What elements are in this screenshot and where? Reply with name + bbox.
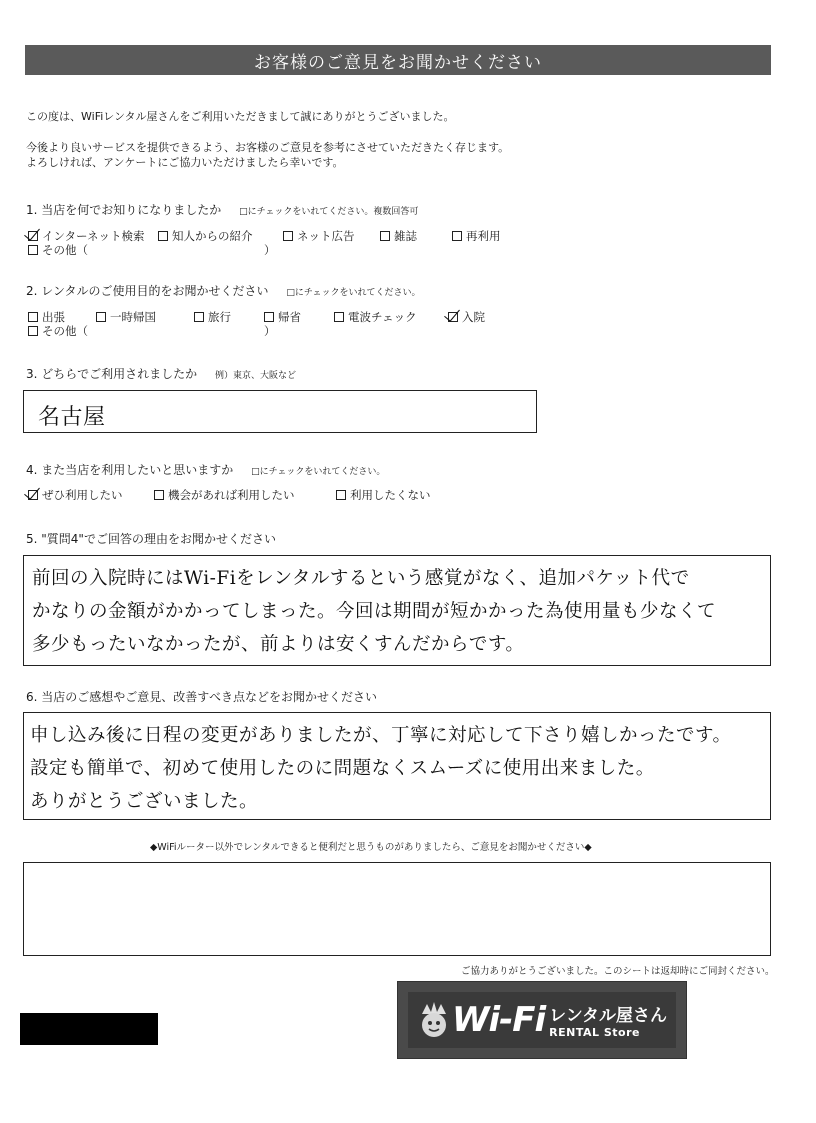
checkbox[interactable] (28, 490, 38, 500)
q6-answer-line-3: ありがとうございました。 (30, 791, 259, 812)
option-label: 出張 (42, 310, 65, 324)
option-label: その他（ (42, 324, 88, 338)
q1-option-web-ad[interactable] (283, 228, 380, 244)
option-label: 機会があれば利用したい (168, 488, 295, 502)
checkbox[interactable] (28, 231, 38, 241)
intro-line-3: よろしければ、アンケートにご協力いただけましたら幸いです。 (26, 156, 344, 169)
q4-option-no[interactable] (336, 487, 446, 503)
q2-option-other[interactable] (28, 323, 88, 339)
q4-option-maybe[interactable] (154, 487, 336, 503)
checkbox[interactable] (158, 231, 168, 241)
checkbox[interactable] (380, 231, 390, 241)
logo-text-group (549, 1001, 667, 1039)
option-label: 帰省 (278, 310, 301, 324)
checkbox[interactable] (28, 245, 38, 255)
option-label: 利用したくない (350, 488, 431, 502)
q2-other-close: ） (264, 324, 276, 338)
q4-title (26, 461, 385, 478)
option-label: 雑誌 (394, 229, 417, 243)
q5-answer-line-3: 多少もったいなかったが、前よりは安くすんだからです。 (32, 634, 525, 655)
intro-line-1: この度は、WiFiレンタル屋さんをご利用いただきまして誠にありがとうございました。 (26, 110, 455, 123)
checkbox[interactable] (448, 312, 458, 322)
option-label: 再利用 (466, 229, 501, 243)
q1-title (26, 201, 418, 218)
checkbox[interactable] (154, 490, 164, 500)
q6-answer-box[interactable] (23, 712, 771, 820)
q5-title: 5. "質問4"でご回答の理由をお聞かせください (26, 532, 276, 546)
crown-mascot-icon (418, 1000, 450, 1040)
q4-note: □にチェックをいれてください。 (251, 467, 386, 477)
q3-title-text: 3. どちらでご利用されましたか (26, 367, 198, 381)
checkbox[interactable] (452, 231, 462, 241)
option-label: 入院 (462, 310, 485, 324)
footer-thanks: ご協力ありがとうございました。このシートは返却時にご同封ください。 (461, 966, 775, 977)
q2-other (28, 323, 276, 339)
q5-answer-line-1: 前回の入院時にはWi-Fiをレンタルするという感覚がなく、追加パケット代で (32, 568, 690, 589)
q1-title-text: 1. 当店を何でお知りになりましたか (26, 203, 222, 217)
option-label: 旅行 (208, 310, 231, 324)
checkbox[interactable] (336, 490, 346, 500)
option-label: インターネット検索 (42, 229, 145, 243)
q1-option-other[interactable] (28, 242, 88, 258)
q6-title: 6. 当店のご感想やご意見、改善すべき点などをお聞かせください (26, 690, 378, 704)
q7-title: ◆WiFiルーター以外でレンタルできると便利だと思うものがありましたら、ご意見をお聞かせください◆ (150, 842, 592, 853)
form-title: お客様のご意見をお聞かせください (25, 45, 771, 75)
q4-options (28, 487, 446, 503)
q2-title-text: 2. レンタルのご使用目的をお聞かせください (26, 284, 269, 298)
q4-title-text: 4. また当店を利用したいと思いますか (26, 463, 234, 477)
q2-note: □にチェックをいれてください。 (286, 288, 421, 298)
option-label: その他（ (42, 243, 88, 257)
q1-note: □にチェックをいれてください。複数回答可 (239, 207, 419, 217)
redaction-block (20, 1013, 158, 1045)
q3-answer-box[interactable] (23, 390, 537, 433)
checkbox[interactable] (96, 312, 106, 322)
option-label: 一時帰国 (110, 310, 156, 324)
checkbox[interactable] (334, 312, 344, 322)
logo-wifi-text: Wi-Fi (452, 1000, 546, 1040)
option-label: 知人からの紹介 (172, 229, 253, 243)
q1-option-reuse[interactable] (452, 228, 532, 244)
q3-note: 例）東京、大阪など (214, 371, 296, 381)
q1-other (28, 242, 276, 258)
q5-answer-line-2: かなりの金額がかかってしまった。今回は期間が短かかった為使用量も少なくて (32, 601, 717, 622)
q3-title (26, 365, 296, 382)
q1-other-close: ） (264, 243, 276, 257)
checkbox[interactable] (283, 231, 293, 241)
checkbox[interactable] (264, 312, 274, 322)
option-label: ぜひ利用したい (42, 488, 123, 502)
option-label: 電波チェック (348, 310, 417, 324)
wifi-rental-logo (397, 981, 687, 1059)
intro-line-2: 今後より良いサービスを提供できるよう、お客様のご意見を参考にさせていただきたく存じます。 (26, 141, 510, 154)
checkbox[interactable] (28, 312, 38, 322)
q6-answer-line-2: 設定も簡単で、初めて使用したのに問題なくスムーズに使用出来ました。 (30, 758, 655, 779)
q4-option-definitely[interactable] (28, 487, 154, 503)
q2-option-hospital[interactable] (448, 309, 508, 325)
q3-answer: 名古屋 (38, 405, 106, 430)
checkbox[interactable] (28, 326, 38, 336)
q1-option-magazine[interactable] (380, 228, 452, 244)
q6-answer-line-1: 申し込み後に日程の変更がありましたが、丁寧に対応して下さり嬉しかったです。 (30, 725, 732, 746)
q7-answer-box[interactable] (23, 862, 771, 956)
logo-jp-text: レンタル屋さん (549, 1006, 668, 1026)
q2-option-signal-check[interactable] (334, 309, 448, 325)
option-label: ネット広告 (297, 229, 355, 243)
q2-title (26, 282, 421, 299)
logo-panel (408, 992, 676, 1048)
checkbox[interactable] (194, 312, 204, 322)
q5-answer-box[interactable] (23, 555, 771, 666)
logo-en-text: RENTAL Store (549, 1026, 640, 1039)
